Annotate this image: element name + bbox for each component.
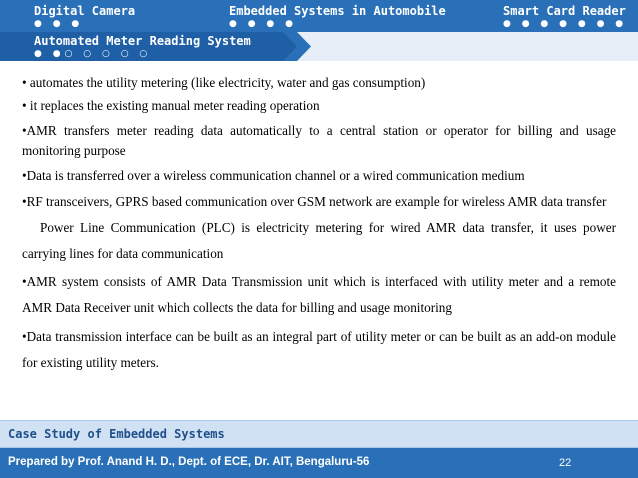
- bullet-data-transmission-interface: •Data transmission interface can be built as an integral part of utility meter or can be built as an add-on module for existing utility meters.: [22, 329, 616, 370]
- bullet-data-transferred: •Data is transferred over a wireless communication channel or a wired communication medium: [22, 168, 525, 183]
- prepared-by-text: Prepared by Prof. Anand H. D., Dept. of ECE, Dr. AIT, Bengaluru-56: [8, 456, 370, 468]
- section-title: Case Study of Embedded Systems: [8, 427, 225, 441]
- nav-item-automated-meter-reading-system[interactable]: Automated Meter Reading System: [34, 34, 251, 48]
- top-navigation-bar: [0, 0, 638, 61]
- nav-progress-dots-amr: ● ●○ ○ ○ ○ ○: [34, 49, 152, 59]
- nav-item-embedded-systems-in-automobile[interactable]: Embedded Systems in Automobile: [229, 4, 446, 18]
- bullet-rf-transceivers: •RF transceivers, GPRS based communication over GSM network are example for wireless AMR data transfer: [22, 194, 607, 209]
- active-section-band: [0, 32, 638, 61]
- bullet-amr-system-consists: •AMR system consists of AMR Data Transmission unit which is interfaced with utility meter and a remote AMR Data Receiver unit which collects the data for billing and usage monitoring: [22, 274, 616, 315]
- nav-progress-dots-digital-camera: ● ● ●: [34, 19, 84, 29]
- page-number: 22: [559, 457, 572, 469]
- nav-progress-dots-smart-card: ● ● ● ● ● ● ●: [503, 19, 628, 29]
- nav-item-digital-camera[interactable]: Digital Camera: [34, 4, 136, 18]
- slide-content: [22, 72, 616, 376]
- section-footer-band: [0, 420, 638, 448]
- nav-item-smart-card-reader[interactable]: Smart Card Reader: [503, 4, 626, 18]
- bullet-amr-transfers: •AMR transfers meter reading data automatically to a central station or operator for billing and usage monitoring purpose: [22, 123, 616, 158]
- bullet-replaces-manual: • it replaces the existing manual meter reading operation: [22, 98, 320, 113]
- nav-progress-dots-automobile: ● ● ● ●: [229, 19, 297, 29]
- bullet-automates-metering: • automates the utility metering (like electricity, water and gas consumption): [22, 75, 426, 90]
- paragraph-plc: Power Line Communication (PLC) is electricity metering for wired AMR data transfer, it uses power carrying lines for data communication: [22, 220, 616, 261]
- bottom-credit-bar: [0, 448, 638, 478]
